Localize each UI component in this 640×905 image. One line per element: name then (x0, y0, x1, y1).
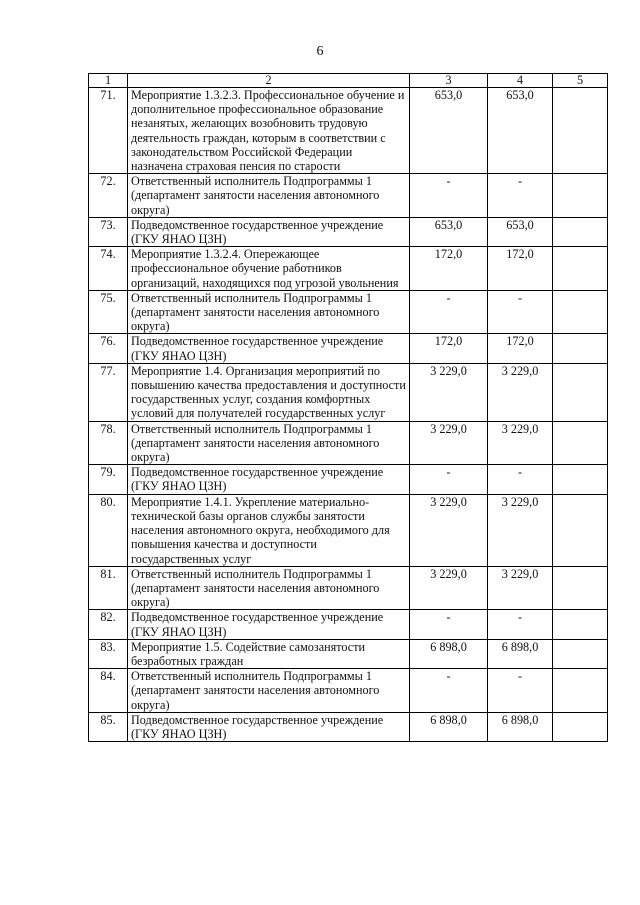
row-col4-value-cell: 653,0 (488, 88, 553, 174)
row-col5-value-cell (553, 174, 608, 218)
header-cell-3: 3 (410, 74, 488, 88)
row-number-cell: 74. (89, 247, 128, 291)
header-cell-1: 1 (89, 74, 128, 88)
row-col3-value-cell: 172,0 (410, 247, 488, 291)
row-col5-value-cell (553, 610, 608, 639)
row-col4-value-cell: 3 229,0 (488, 566, 553, 610)
row-col4-value-cell: 653,0 (488, 217, 553, 246)
row-number-cell: 75. (89, 290, 128, 334)
row-col5-value-cell (553, 465, 608, 494)
page-number: 6 (316, 44, 324, 59)
row-col5-value-cell (553, 712, 608, 741)
row-description-cell: Подведомственное государственное учреждение (ГКУ ЯНАО ЦЗН) (128, 610, 410, 639)
row-description-cell: Подведомственное государственное учреждение (ГКУ ЯНАО ЦЗН) (128, 334, 410, 363)
row-number-cell: 79. (89, 465, 128, 494)
row-col5-value-cell (553, 334, 608, 363)
row-col5-value-cell (553, 639, 608, 668)
row-col4-value-cell: - (488, 610, 553, 639)
row-description-cell: Мероприятие 1.5. Содействие самозанятости безработных граждан (128, 639, 410, 668)
header-row (89, 74, 608, 88)
row-col5-value-cell (553, 88, 608, 174)
row-description-cell: Подведомственное государственное учреждение (ГКУ ЯНАО ЦЗН) (128, 465, 410, 494)
program-table (88, 73, 608, 742)
row-col5-value-cell (553, 421, 608, 465)
row-col4-value-cell: 3 229,0 (488, 421, 553, 465)
row-col4-value-cell: 3 229,0 (488, 494, 553, 566)
row-col4-value-cell: - (488, 174, 553, 218)
row-col3-value-cell: - (410, 174, 488, 218)
table-row (89, 465, 608, 494)
table-row (89, 610, 608, 639)
header-cell-5: 5 (553, 74, 608, 88)
row-number-cell: 76. (89, 334, 128, 363)
row-description-cell: Ответственный исполнитель Подпрограммы 1 (департамент занятости населения автономного округа) (128, 669, 410, 713)
row-col4-value-cell: 3 229,0 (488, 363, 553, 421)
row-col3-value-cell: 3 229,0 (410, 494, 488, 566)
row-number-cell: 80. (89, 494, 128, 566)
row-col5-value-cell (553, 217, 608, 246)
row-col3-value-cell: - (410, 465, 488, 494)
row-col3-value-cell: 6 898,0 (410, 712, 488, 741)
row-col4-value-cell: - (488, 465, 553, 494)
table-row (89, 669, 608, 713)
row-number-cell: 82. (89, 610, 128, 639)
row-col5-value-cell (553, 494, 608, 566)
header-cell-2: 2 (128, 74, 410, 88)
row-description-cell: Подведомственное государственное учреждение (ГКУ ЯНАО ЦЗН) (128, 217, 410, 246)
row-col5-value-cell (553, 566, 608, 610)
table-row (89, 639, 608, 668)
table-row (89, 217, 608, 246)
row-number-cell: 85. (89, 712, 128, 741)
row-col4-value-cell: - (488, 290, 553, 334)
row-col3-value-cell: 3 229,0 (410, 566, 488, 610)
row-col4-value-cell: - (488, 669, 553, 713)
row-col3-value-cell: 172,0 (410, 334, 488, 363)
table-row (89, 421, 608, 465)
row-number-cell: 81. (89, 566, 128, 610)
row-number-cell: 73. (89, 217, 128, 246)
row-number-cell: 72. (89, 174, 128, 218)
row-col5-value-cell (553, 290, 608, 334)
header-cell-4: 4 (488, 74, 553, 88)
row-description-cell: Мероприятие 1.4.1. Укрепление материально-технической базы органов службы занятости населения автономного округа, необходимого для повышения качества и доступности государственных услуг (128, 494, 410, 566)
row-description-cell: Ответственный исполнитель Подпрограммы 1 (департамент занятости населения автономного округа) (128, 290, 410, 334)
table-row (89, 363, 608, 421)
row-col5-value-cell (553, 669, 608, 713)
row-description-cell: Мероприятие 1.4. Организация мероприятий по повышению качества предоставления и доступности государственных услуг, создания комфортных условий для получателей государственных услуг (128, 363, 410, 421)
row-col3-value-cell: - (410, 290, 488, 334)
row-col3-value-cell: 653,0 (410, 217, 488, 246)
row-col4-value-cell: 172,0 (488, 247, 553, 291)
row-col3-value-cell: 3 229,0 (410, 363, 488, 421)
row-col5-value-cell (553, 363, 608, 421)
row-col3-value-cell: 6 898,0 (410, 639, 488, 668)
row-col3-value-cell: - (410, 669, 488, 713)
row-description-cell: Ответственный исполнитель Подпрограммы 1 (департамент занятости населения автономного округа) (128, 174, 410, 218)
row-number-cell: 78. (89, 421, 128, 465)
row-col4-value-cell: 6 898,0 (488, 639, 553, 668)
table-row (89, 494, 608, 566)
table-row (89, 290, 608, 334)
table-row (89, 247, 608, 291)
row-col3-value-cell: 3 229,0 (410, 421, 488, 465)
table-row (89, 334, 608, 363)
row-col3-value-cell: - (410, 610, 488, 639)
table-row (89, 712, 608, 741)
row-col3-value-cell: 653,0 (410, 88, 488, 174)
row-col5-value-cell (553, 247, 608, 291)
table-row (89, 566, 608, 610)
row-description-cell: Подведомственное государственное учреждение (ГКУ ЯНАО ЦЗН) (128, 712, 410, 741)
row-col4-value-cell: 172,0 (488, 334, 553, 363)
row-description-cell: Ответственный исполнитель Подпрограммы 1 (департамент занятости населения автономного округа) (128, 566, 410, 610)
row-number-cell: 83. (89, 639, 128, 668)
row-col4-value-cell: 6 898,0 (488, 712, 553, 741)
table-body (89, 74, 608, 742)
table-row (89, 174, 608, 218)
table-row (89, 88, 608, 174)
row-description-cell: Мероприятие 1.3.2.3. Профессиональное обучение и дополнительное профессиональное образование незанятых, желающих возобновить трудовую деятельность граждан, которым в соответствии с законодательством Российской Федерации назначена страховая пенсия по старости (128, 88, 410, 174)
row-number-cell: 77. (89, 363, 128, 421)
row-description-cell: Мероприятие 1.3.2.4. Опережающее профессиональное обучение работников организаций, находящихся под угрозой увольнения (128, 247, 410, 291)
row-description-cell: Ответственный исполнитель Подпрограммы 1 (департамент занятости населения автономного округа) (128, 421, 410, 465)
row-number-cell: 71. (89, 88, 128, 174)
row-number-cell: 84. (89, 669, 128, 713)
